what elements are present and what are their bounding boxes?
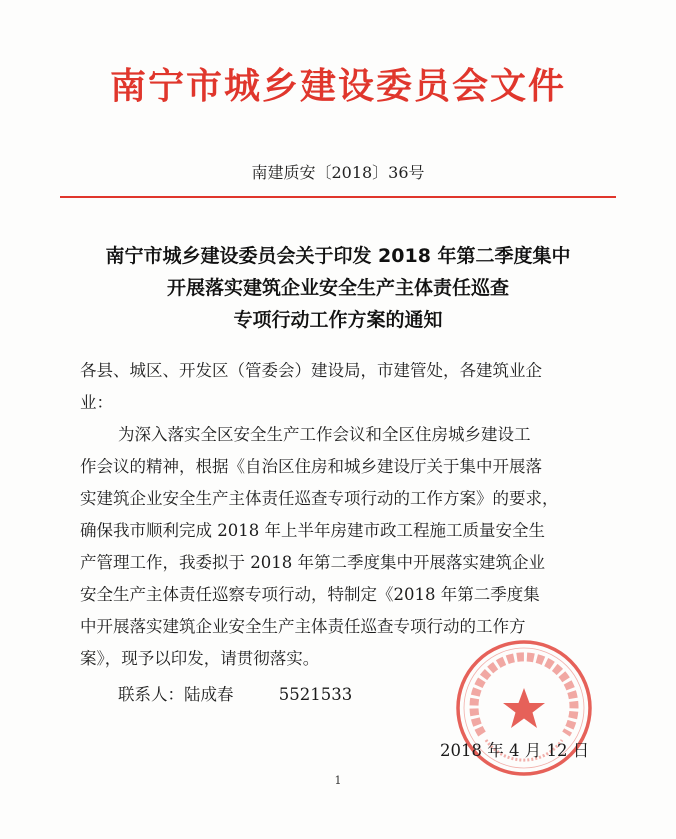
- issue-date: 2018 年 4 月 12 日: [440, 741, 590, 760]
- body-line: 确保我市顺利完成 2018 年上半年房建市政工程施工质量安全生: [80, 521, 545, 540]
- contact-phone: 5521533: [278, 685, 353, 704]
- notice-title: [40, 240, 636, 336]
- body-line: 作会议的精神，根据《自治区住房和城乡建设厅关于集中开展落: [80, 457, 542, 476]
- body-line: 安全生产主体责任巡察专项行动，特制定《2018 年第二季度集: [80, 585, 540, 604]
- contact-info: [118, 681, 352, 705]
- recipients: [80, 355, 600, 419]
- notice-title-line: 南宁市城乡建设委员会关于印发 2018 年第二季度集中: [105, 245, 571, 267]
- body-line: 实建筑企业安全生产主体责任巡查专项行动的工作方案》的要求，: [80, 489, 559, 508]
- recipients-line: 业：: [80, 393, 113, 412]
- document-header-title: 南宁市城乡建设委员会文件: [109, 66, 566, 107]
- notice-title-line: 开展落实建筑企业安全生产主体责任巡查: [166, 277, 509, 299]
- notice-title-line: 专项行动工作方案的通知: [233, 309, 443, 331]
- contact-person: 联系人：陆成春: [118, 685, 234, 704]
- body-line: 案》，现予以印发，请贯彻落实。: [80, 649, 320, 668]
- body-line: 为深入落实全区安全生产工作会议和全区住房城乡建设工: [118, 425, 531, 444]
- body-line: 中开展落实建筑企业安全生产主体责任巡查专项行动的工作方: [80, 617, 526, 636]
- recipients-line: 各县、城区、开发区（管委会）建设局，市建管处，各建筑业企: [80, 361, 542, 380]
- header-divider: [60, 196, 616, 198]
- document-number: 南建质安〔2018〕36号: [251, 163, 425, 182]
- body-line: 产管理工作，我委拟于 2018 年第二季度集中开展落实建筑企业: [80, 553, 545, 572]
- page-number: 1: [334, 774, 342, 787]
